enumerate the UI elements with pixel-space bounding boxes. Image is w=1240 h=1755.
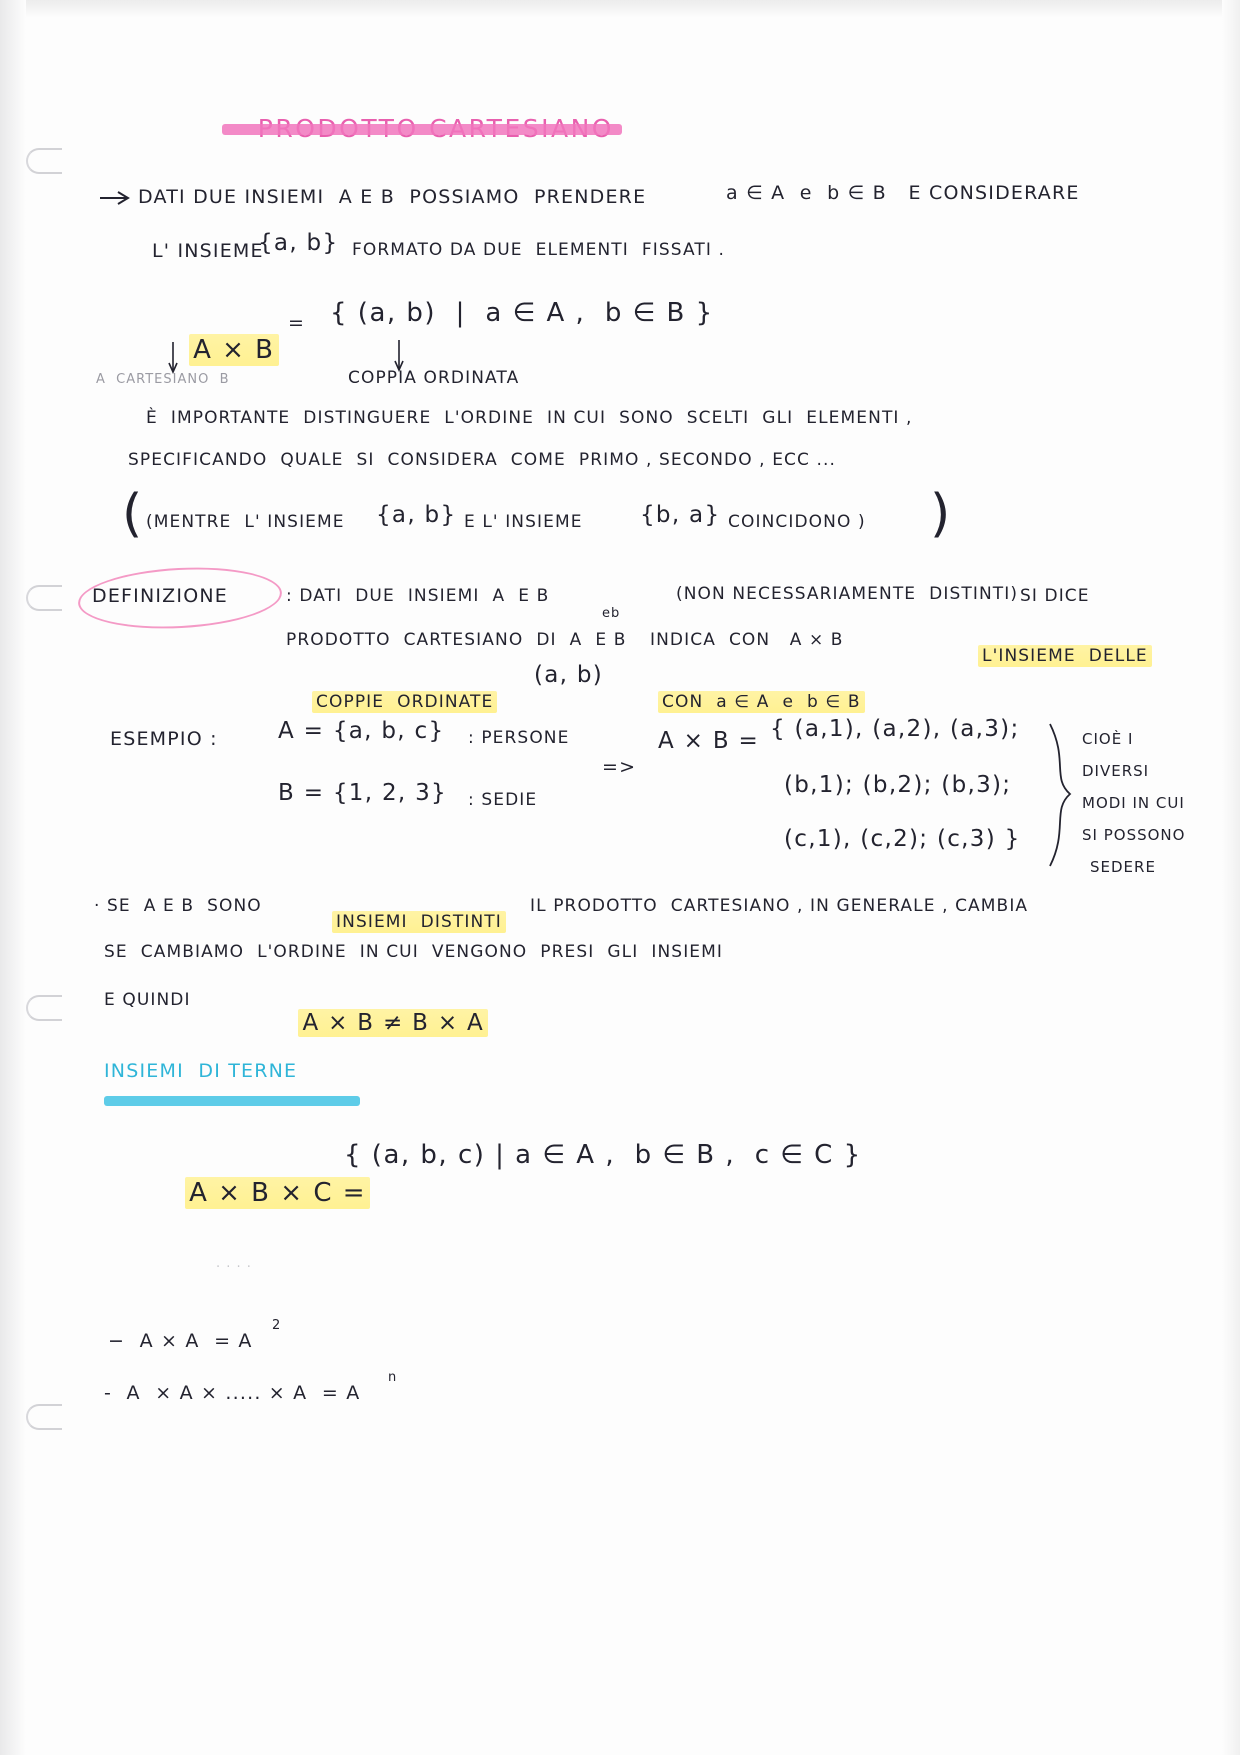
power-line-2: - A × A × ..... × A = A [104, 1382, 361, 1404]
equals-sign: = [288, 312, 306, 334]
axb-highlight: A × B [189, 334, 278, 366]
set-ab-notation: {a, b} [258, 230, 339, 256]
definition-line-1-end: SI DICE [1020, 586, 1090, 606]
intro-line-2c: FORMATO DA DUE ELEMENTI FISSATI . [352, 240, 726, 260]
side-note-5: SEDERE [1090, 858, 1156, 876]
terne-right: { (a, b, c) | a ∈ A , b ∈ B , c ∈ C } [344, 1140, 862, 1170]
terne-highlight: A × B × C = [185, 1177, 370, 1209]
example-set-a: A = {a, b, c} [278, 718, 445, 744]
axb-set-builder: { (a, b) | a ∈ A , b ∈ B } [330, 298, 714, 328]
paren-line-5: COINCIDONO ) [728, 512, 866, 532]
side-note-2: DIVERSI [1082, 762, 1150, 780]
label-coppia-ordinata: COPPIA ORDINATA [348, 368, 520, 388]
definition-highlight-1: L'INSIEME DELLE [978, 645, 1152, 667]
side-note-3: MODI IN CUI [1082, 794, 1185, 812]
order-line-2: SPECIFICANDO QUALE SI CONSIDERA COME PRIMO , SECONDO , ECC ... [128, 450, 836, 470]
example-set-a-tag: : PERSONE [468, 728, 570, 748]
definition-line-1-paren: (NON NECESSARIAMENTE DISTINTI) [676, 584, 1019, 604]
paren-line-3: E L' INSIEME [464, 512, 583, 532]
example-set-b: B = {1, 2, 3} [278, 780, 447, 806]
example-row-1: { (a,1), (a,2), (a,3); [770, 716, 1020, 742]
scan-shadow-top [0, 0, 1240, 18]
arrow-icon [98, 188, 134, 206]
definition-superscript: eb [602, 606, 621, 621]
binder-hole [26, 995, 62, 1021]
definition-line-2b: INDICA CON A × B [650, 630, 844, 650]
definition-line-1: : DATI DUE INSIEMI A E B [286, 586, 550, 606]
example-label: ESEMPIO : [110, 728, 218, 750]
example-set-b-tag: : SEDIE [468, 790, 538, 810]
intro-line-1b: a ∈ A e b ∈ B E CONSIDERARE [726, 182, 1080, 204]
label-cartesiano: A CARTESIANO B [96, 372, 230, 387]
power-line-2-exponent: n [388, 1370, 398, 1385]
power-line-1-exponent: 2 [272, 1318, 282, 1333]
faint-scribble: . . . . [216, 1256, 252, 1271]
section-terne-title: INSIEMI DI TERNE [104, 1060, 298, 1082]
paren-line-1: (MENTRE L' INSIEME [146, 512, 345, 532]
paren-set-ba: {b, a} [640, 502, 721, 528]
bullet-line-1c: IL PRODOTTO CARTESIANO , IN GENERALE , CAMBIA [530, 896, 1029, 916]
bullet-highlight: INSIEMI DISTINTI [332, 911, 506, 933]
right-brace-icon [1046, 720, 1076, 870]
binder-hole [26, 1404, 62, 1430]
definizione-word: DEFINIZIONE [92, 585, 228, 607]
intro-line-1a: DATI DUE INSIEMI A E B POSSIAMO PRENDERE [138, 186, 647, 208]
example-row-2: (b,1); (b,2); (b,3); [784, 772, 1012, 798]
example-implies: => [602, 756, 637, 778]
binder-hole [26, 148, 62, 174]
paren-set-ab: {a, b} [376, 502, 457, 528]
definition-line-2c [952, 626, 1152, 686]
order-line-1: È IMPORTANTE DISTINGUERE L'ORDINE IN CUI SONO SCELTI GLI ELEMENTI , [146, 408, 913, 428]
example-row-3: (c,1), (c,2); (c,3) } [784, 826, 1021, 852]
power-line-1: − A × A = A [108, 1330, 253, 1352]
axb-neq-highlight: A × B ≠ B × A [298, 1009, 488, 1037]
binder-hole [26, 585, 62, 611]
section-terne-underline [104, 1096, 360, 1106]
title-underline [222, 124, 622, 135]
bullet-line-2: SE CAMBIAMO L'ORDINE IN CUI VENGONO PRESI GLI INSIEMI [104, 942, 724, 962]
definition-pair: (a, b) [534, 662, 604, 688]
axb-neq-bxa [264, 984, 488, 1062]
definition-highlight-2: COPPIE ORDINATE [312, 691, 497, 713]
down-arrow-icon [166, 342, 180, 376]
terne-left [146, 1148, 370, 1238]
bullet-line-1a: · SE A E B SONO [94, 896, 262, 916]
side-note-4: SI POSSONO [1082, 826, 1186, 844]
scan-shadow-left [0, 0, 26, 1755]
scan-shadow-right [1222, 0, 1240, 1755]
paren-open: ( [122, 484, 144, 544]
definition-line-2a: PRODOTTO CARTESIANO DI A E B [286, 630, 627, 650]
bullet-line-3a: E QUINDI [104, 990, 191, 1010]
example-result-head: A × B = [658, 728, 760, 754]
definition-highlight-3: CON a ∈ A e b ∈ B [658, 691, 865, 713]
paren-close: ) [930, 484, 952, 544]
side-note-1: CIOÈ I [1082, 730, 1134, 748]
intro-line-2a: L' INSIEME [152, 240, 264, 262]
